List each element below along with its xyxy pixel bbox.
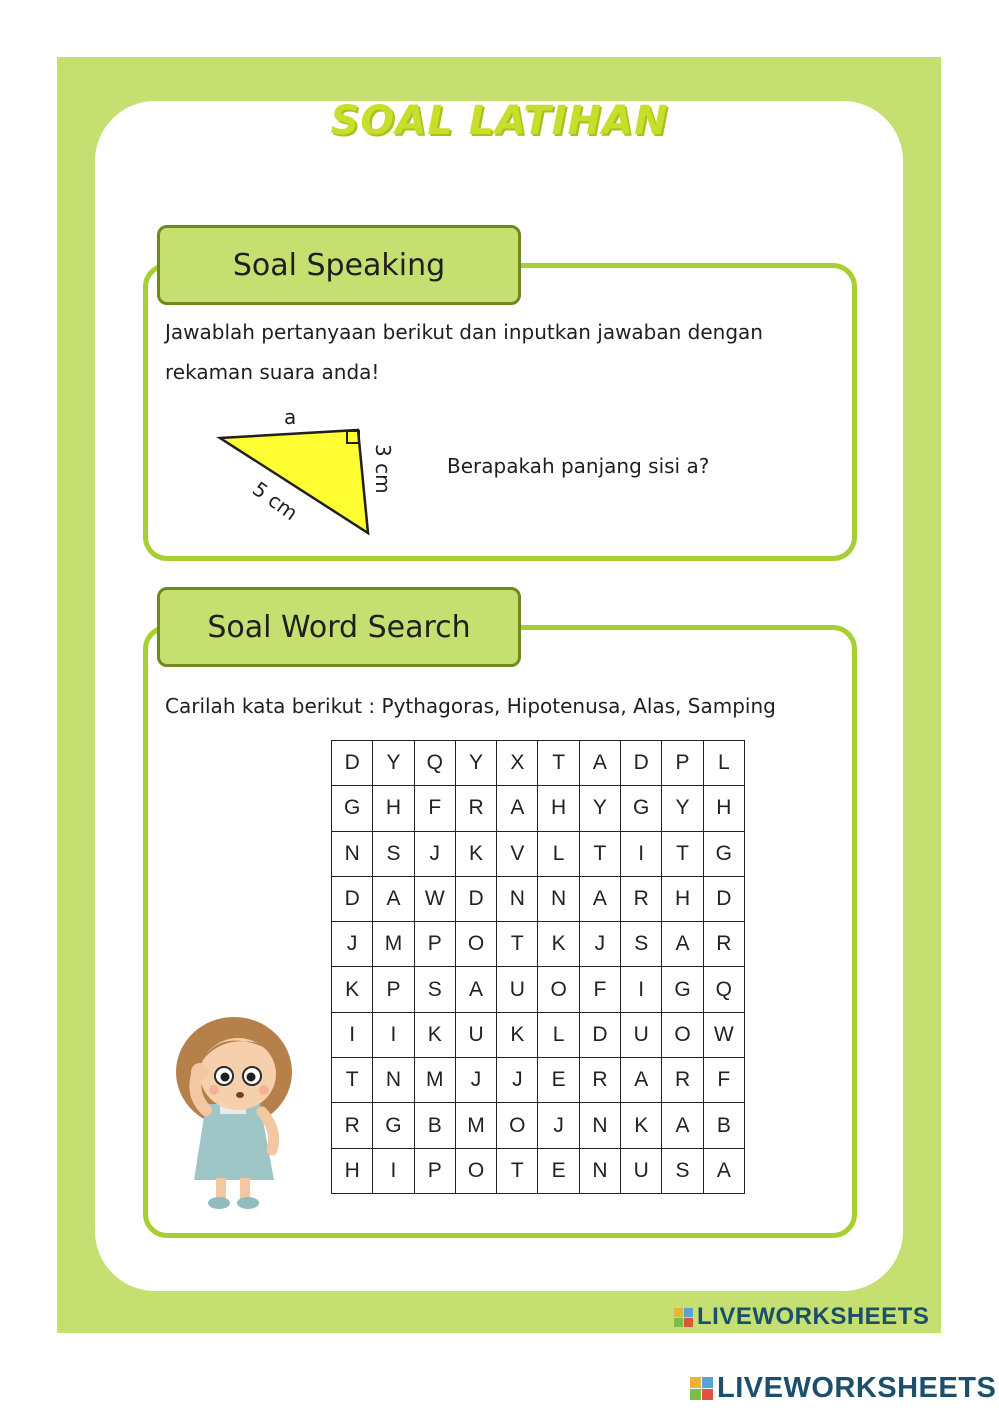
word-search-tab-label: Soal Word Search bbox=[207, 609, 471, 645]
grid-cell[interactable]: N bbox=[579, 1148, 620, 1193]
grid-cell[interactable]: O bbox=[662, 1012, 703, 1057]
grid-cell[interactable]: A bbox=[579, 876, 620, 921]
grid-cell[interactable]: J bbox=[579, 922, 620, 967]
grid-cell[interactable]: T bbox=[579, 831, 620, 876]
speaking-instruction-line1: Jawablah pertanyaan berikut dan inputkan jawaban dengan bbox=[165, 320, 763, 344]
grid-cell[interactable]: P bbox=[414, 1148, 455, 1193]
grid-cell[interactable]: E bbox=[538, 1148, 579, 1193]
grid-cell[interactable]: A bbox=[662, 922, 703, 967]
grid-cell[interactable]: D bbox=[332, 876, 373, 921]
grid-cell[interactable]: L bbox=[703, 741, 744, 786]
grid-cell[interactable]: J bbox=[497, 1058, 538, 1103]
grid-cell[interactable]: I bbox=[621, 831, 662, 876]
grid-cell[interactable]: O bbox=[455, 922, 496, 967]
grid-cell[interactable]: A bbox=[662, 1103, 703, 1148]
grid-cell[interactable]: F bbox=[703, 1058, 744, 1103]
brand-logo-icon bbox=[674, 1308, 693, 1327]
thinking-girl-illustration bbox=[162, 1012, 297, 1212]
grid-cell[interactable]: T bbox=[662, 831, 703, 876]
word-search-grid bbox=[331, 740, 745, 1194]
grid-cell[interactable]: A bbox=[497, 786, 538, 831]
grid-cell[interactable]: H bbox=[703, 786, 744, 831]
right-triangle bbox=[220, 430, 368, 533]
grid-cell[interactable]: S bbox=[621, 922, 662, 967]
grid-cell[interactable]: X bbox=[497, 741, 538, 786]
grid-cell[interactable]: R bbox=[703, 922, 744, 967]
side-5cm-label: 5 cm bbox=[248, 476, 303, 526]
grid-cell[interactable]: A bbox=[455, 967, 496, 1012]
page-title: SOAL LATIHAN bbox=[330, 98, 669, 144]
grid-cell[interactable]: P bbox=[414, 922, 455, 967]
grid-cell[interactable]: G bbox=[332, 786, 373, 831]
grid-cell[interactable]: M bbox=[373, 922, 414, 967]
grid-row bbox=[332, 1058, 745, 1103]
grid-cell[interactable]: Y bbox=[662, 786, 703, 831]
grid-cell[interactable]: K bbox=[538, 922, 579, 967]
grid-cell[interactable]: I bbox=[332, 1012, 373, 1057]
grid-cell[interactable]: L bbox=[538, 831, 579, 876]
grid-cell[interactable]: R bbox=[662, 1058, 703, 1103]
grid-cell[interactable]: S bbox=[414, 967, 455, 1012]
grid-cell[interactable]: K bbox=[455, 831, 496, 876]
grid-cell[interactable]: P bbox=[373, 967, 414, 1012]
grid-cell[interactable]: R bbox=[621, 876, 662, 921]
grid-cell[interactable]: J bbox=[538, 1103, 579, 1148]
grid-cell[interactable]: G bbox=[373, 1103, 414, 1148]
grid-cell[interactable]: R bbox=[579, 1058, 620, 1103]
grid-cell[interactable]: R bbox=[332, 1103, 373, 1148]
grid-cell[interactable]: N bbox=[538, 876, 579, 921]
grid-cell[interactable]: G bbox=[703, 831, 744, 876]
grid-cell[interactable]: U bbox=[455, 1012, 496, 1057]
grid-cell[interactable]: I bbox=[373, 1148, 414, 1193]
brand-name-inner: LIVEWORKSHEETS bbox=[697, 1303, 930, 1330]
grid-cell[interactable]: Q bbox=[703, 967, 744, 1012]
speaking-tab bbox=[157, 225, 521, 305]
grid-cell[interactable]: T bbox=[538, 741, 579, 786]
grid-cell[interactable]: P bbox=[662, 741, 703, 786]
side-3cm-label: 3 cm bbox=[371, 444, 395, 494]
grid-cell[interactable]: H bbox=[332, 1148, 373, 1193]
word-search-tab bbox=[157, 587, 521, 667]
speaking-instruction bbox=[165, 312, 763, 392]
grid-cell[interactable]: K bbox=[497, 1012, 538, 1057]
grid-cell[interactable]: Y bbox=[579, 786, 620, 831]
grid-cell[interactable]: A bbox=[703, 1148, 744, 1193]
grid-cell[interactable]: J bbox=[455, 1058, 496, 1103]
grid-cell[interactable]: K bbox=[621, 1103, 662, 1148]
speaking-tab-label: Soal Speaking bbox=[232, 247, 446, 283]
grid-cell[interactable]: U bbox=[497, 967, 538, 1012]
grid-cell[interactable]: D bbox=[703, 876, 744, 921]
grid-cell[interactable]: B bbox=[414, 1103, 455, 1148]
grid-cell[interactable]: H bbox=[662, 876, 703, 921]
grid-cell[interactable]: K bbox=[332, 967, 373, 1012]
grid-cell[interactable]: D bbox=[579, 1012, 620, 1057]
grid-cell[interactable]: S bbox=[662, 1148, 703, 1193]
grid-cell[interactable]: F bbox=[414, 786, 455, 831]
grid-cell[interactable]: F bbox=[579, 967, 620, 1012]
grid-cell[interactable]: D bbox=[455, 876, 496, 921]
grid-cell[interactable]: S bbox=[373, 831, 414, 876]
grid-cell[interactable]: L bbox=[538, 1012, 579, 1057]
grid-cell[interactable]: D bbox=[332, 741, 373, 786]
grid-cell[interactable]: N bbox=[579, 1103, 620, 1148]
grid-cell[interactable]: Y bbox=[373, 741, 414, 786]
grid-cell[interactable]: I bbox=[621, 967, 662, 1012]
grid-cell[interactable]: T bbox=[497, 922, 538, 967]
grid-cell[interactable]: M bbox=[414, 1058, 455, 1103]
grid-cell[interactable]: O bbox=[497, 1103, 538, 1148]
grid-cell[interactable]: M bbox=[455, 1103, 496, 1148]
grid-row bbox=[332, 831, 745, 876]
grid-cell[interactable]: J bbox=[414, 831, 455, 876]
brand-logo-outer bbox=[690, 1372, 996, 1405]
grid-cell[interactable]: H bbox=[538, 786, 579, 831]
grid-cell[interactable]: H bbox=[373, 786, 414, 831]
grid-cell[interactable]: Y bbox=[455, 741, 496, 786]
speaking-instruction-line2: rekaman suara anda! bbox=[165, 360, 380, 384]
brand-logo-inner bbox=[674, 1303, 929, 1331]
grid-cell[interactable]: U bbox=[621, 1148, 662, 1193]
grid-cell[interactable]: O bbox=[455, 1148, 496, 1193]
grid-cell[interactable]: A bbox=[621, 1058, 662, 1103]
grid-cell[interactable]: A bbox=[373, 876, 414, 921]
grid-cell[interactable]: T bbox=[332, 1058, 373, 1103]
grid-cell[interactable]: W bbox=[703, 1012, 744, 1057]
side-a-label: a bbox=[284, 405, 297, 429]
grid-cell[interactable]: N bbox=[373, 1058, 414, 1103]
grid-cell[interactable]: A bbox=[579, 741, 620, 786]
brand-logo-icon bbox=[690, 1377, 713, 1400]
grid-cell[interactable]: Q bbox=[414, 741, 455, 786]
grid-cell[interactable]: K bbox=[414, 1012, 455, 1057]
triangle-diagram bbox=[200, 400, 420, 550]
grid-row bbox=[332, 922, 745, 967]
word-search-instruction: Carilah kata berikut : Pythagoras, Hipotenusa, Alas, Samping bbox=[165, 694, 776, 718]
grid-row bbox=[332, 967, 745, 1012]
brand-name-outer: LIVEWORKSHEETS bbox=[717, 1372, 997, 1404]
grid-cell[interactable]: G bbox=[621, 786, 662, 831]
grid-cell[interactable]: R bbox=[455, 786, 496, 831]
grid-cell[interactable]: B bbox=[703, 1103, 744, 1148]
grid-row bbox=[332, 1012, 745, 1057]
grid-cell[interactable]: D bbox=[621, 741, 662, 786]
grid-cell[interactable]: V bbox=[497, 831, 538, 876]
grid-cell[interactable]: E bbox=[538, 1058, 579, 1103]
grid-cell[interactable]: I bbox=[373, 1012, 414, 1057]
grid-row bbox=[332, 1103, 745, 1148]
grid-cell[interactable]: O bbox=[538, 967, 579, 1012]
grid-row bbox=[332, 786, 745, 831]
grid-row bbox=[332, 1148, 745, 1193]
grid-row bbox=[332, 876, 745, 921]
grid-cell[interactable]: J bbox=[332, 922, 373, 967]
grid-row bbox=[332, 741, 745, 786]
grid-cell[interactable]: U bbox=[621, 1012, 662, 1057]
grid-cell[interactable]: G bbox=[662, 967, 703, 1012]
grid-cell[interactable]: W bbox=[414, 876, 455, 921]
grid-cell[interactable]: N bbox=[332, 831, 373, 876]
speaking-question: Berapakah panjang sisi a? bbox=[447, 454, 710, 478]
grid-cell[interactable]: N bbox=[497, 876, 538, 921]
grid-cell[interactable]: T bbox=[497, 1148, 538, 1193]
